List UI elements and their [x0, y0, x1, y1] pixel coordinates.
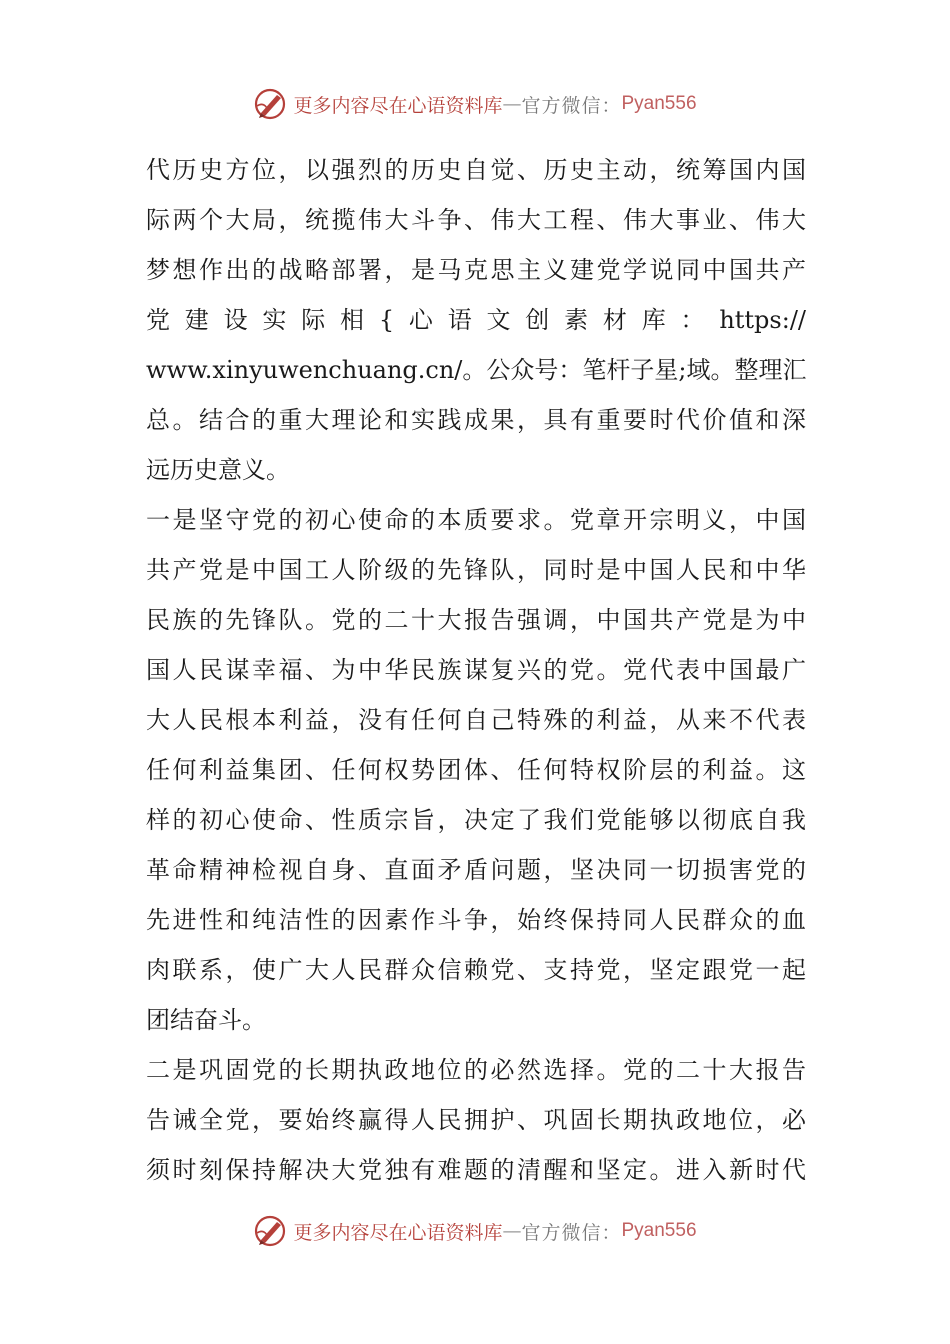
- text-line: 总。结合的重大理论和实践成果，具有重要时代价值和深: [146, 406, 806, 434]
- text-line: 大人民根本利益，没有任何自己特殊的利益，从来不代表: [146, 706, 806, 734]
- text-line: 一是坚守党的初心使命的本质要求。党章开宗明义，中国: [146, 506, 806, 534]
- wechat-label: 官方微信：: [521, 94, 622, 117]
- text-line: 先进性和纯洁性的因素作斗争，始终保持同人民群众的血: [146, 906, 806, 934]
- text-line: 须时刻保持解决大党独有难题的清醒和坚定。进入新时代: [146, 1156, 806, 1184]
- banner-dash: —: [502, 1220, 522, 1242]
- text-line: 任何利益集团、任何权势团体、任何特权阶层的利益。这: [146, 756, 806, 784]
- footer-banner: [0, 1211, 950, 1251]
- banner-dash: —: [502, 93, 522, 115]
- wechat-id: Pyan556: [621, 93, 697, 114]
- text-line: 团结奋斗。: [146, 1006, 266, 1034]
- text-line: 共产党是中国工人阶级的先锋队，同时是中国人民和中华: [146, 556, 806, 584]
- text-line: 告诫全党，要始终赢得人民拥护、巩固长期执政地位，必: [146, 1106, 806, 1134]
- text-line: 二是巩固党的长期执政地位的必然选择。党的二十大报告: [146, 1056, 806, 1084]
- banner-slogan: 更多内容尽在心语资料库: [293, 94, 503, 117]
- pen-logo-icon: [253, 86, 289, 122]
- text-line: 代历史方位，以强烈的历史自觉、历史主动，统筹国内国: [146, 156, 806, 184]
- text-line: 民族的先锋队。党的二十大报告强调，中国共产党是为中: [146, 606, 806, 634]
- wechat-label: 官方微信：: [521, 1221, 622, 1244]
- text-line: 肉联系，使广大人民群众信赖党、支持党，坚定跟党一起: [146, 956, 806, 984]
- text-line: 革命精神检视自身、直面矛盾问题，坚决同一切损害党的: [146, 856, 806, 884]
- text-line: 梦想作出的战略部署，是马克思主义建党学说同中国共产: [146, 256, 806, 284]
- header-banner: [0, 84, 950, 124]
- article-body: [146, 145, 806, 1195]
- pen-logo-icon: [253, 1213, 289, 1249]
- text-line: 样的初心使命、性质宗旨，决定了我们党能够以彻底自我: [146, 806, 806, 834]
- banner-slogan: 更多内容尽在心语资料库: [293, 1221, 503, 1244]
- wechat-id: Pyan556: [621, 1220, 697, 1241]
- text-line-with-url: 党建设实际相{心语文创素材库：https://: [146, 306, 806, 334]
- text-line: 际两个大局，统揽伟大斗争、伟大工程、伟大事业、伟大: [146, 206, 806, 234]
- text-line: 国人民谋幸福、为中华民族谋复兴的党。党代表中国最广: [146, 656, 806, 684]
- text-line-with-url: www.xinyuwenchuang.cn/。公众号：笔杆子星;域。整理汇: [146, 356, 806, 384]
- text-line: 远历史意义。: [146, 456, 290, 484]
